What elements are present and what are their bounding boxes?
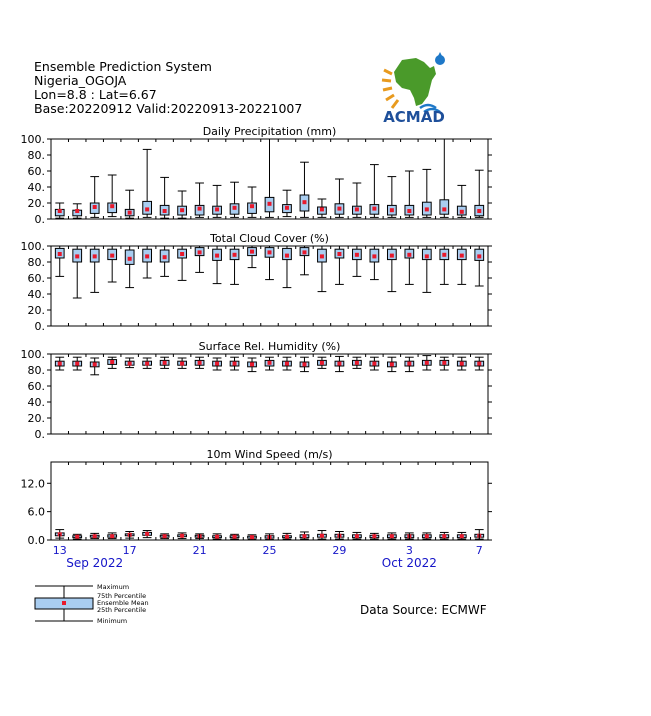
mean-marker <box>302 250 306 254</box>
x-tick-label: 25 <box>262 544 277 557</box>
mean-marker <box>407 253 411 257</box>
month-label: Sep 2022 <box>66 556 124 570</box>
y-tick-label: 80. <box>27 149 45 162</box>
mean-marker <box>215 254 219 258</box>
y-tick-label: 0. <box>34 213 45 226</box>
mean-marker <box>285 254 289 258</box>
mean-marker <box>390 362 394 366</box>
mean-marker <box>58 209 62 213</box>
y-tick-label: 0.0 <box>27 534 45 547</box>
mean-marker <box>407 362 411 366</box>
panel-title: Total Cloud Cover (%) <box>210 232 329 245</box>
mean-marker <box>285 535 289 539</box>
mean-marker <box>145 362 149 366</box>
y-tick-label: 60. <box>27 272 45 285</box>
x-tick-label: 21 <box>192 544 207 557</box>
header-title: Ensemble Prediction System <box>34 59 212 74</box>
mean-marker <box>145 207 149 211</box>
mean-marker <box>320 534 324 538</box>
panel-title: 10m Wind Speed (m/s) <box>206 448 333 461</box>
y-tick-label: 100. <box>20 133 45 146</box>
mean-marker <box>58 362 62 366</box>
mean-marker <box>163 361 167 365</box>
mean-marker <box>75 535 79 539</box>
mean-marker <box>337 362 341 366</box>
y-tick-label: 40. <box>27 396 45 409</box>
x-tick-label: 7 <box>475 544 483 557</box>
mean-marker <box>355 253 359 257</box>
mean-marker <box>355 534 359 538</box>
mean-marker <box>372 534 376 538</box>
mean-marker <box>75 254 79 258</box>
mean-marker <box>180 252 184 256</box>
legend-maximum: Maximum <box>97 583 130 591</box>
mean-marker <box>390 254 394 258</box>
mean-marker <box>425 361 429 365</box>
y-tick-label: 80. <box>27 364 45 377</box>
y-tick-label: 20. <box>27 304 45 317</box>
panel-title: Surface Rel. Humidity (%) <box>198 340 341 353</box>
mean-marker <box>180 534 184 538</box>
mean-marker <box>250 204 254 208</box>
mean-marker <box>233 362 237 366</box>
mean-marker <box>93 205 97 209</box>
y-tick-label: 20. <box>27 412 45 425</box>
mean-marker <box>215 362 219 366</box>
mean-marker <box>425 207 429 211</box>
mean-marker <box>477 209 481 213</box>
mean-marker <box>268 361 272 365</box>
mean-marker <box>128 257 132 261</box>
mean-marker <box>425 254 429 258</box>
panel-title: Daily Precipitation (mm) <box>202 125 337 138</box>
y-tick-label: 6.0 <box>27 505 45 519</box>
mean-marker <box>198 207 202 211</box>
mean-marker <box>128 362 132 366</box>
mean-marker <box>302 200 306 204</box>
chart-legend <box>33 583 173 627</box>
mean-marker <box>337 207 341 211</box>
mean-marker <box>75 209 79 213</box>
x-tick-label: 17 <box>122 544 137 557</box>
y-tick-label: 100. <box>20 240 45 253</box>
mean-marker <box>477 362 481 366</box>
y-tick-label: 12.0 <box>20 477 45 491</box>
logo-text: ACMAD <box>383 108 445 126</box>
y-tick-label: 20. <box>27 197 45 210</box>
mean-marker <box>460 210 464 214</box>
mean-marker <box>460 534 464 538</box>
mean-marker <box>215 207 219 211</box>
mean-marker <box>93 254 97 258</box>
mean-marker <box>180 208 184 212</box>
mean-marker <box>110 254 114 258</box>
mean-marker <box>407 209 411 213</box>
mean-marker <box>198 361 202 365</box>
mean-marker <box>163 209 167 213</box>
mean-marker <box>93 362 97 366</box>
mean-marker <box>250 250 254 254</box>
mean-marker <box>390 208 394 212</box>
mean-marker <box>355 207 359 211</box>
mean-marker <box>128 211 132 215</box>
mean-marker <box>233 535 237 539</box>
mean-marker <box>320 361 324 365</box>
mean-marker <box>110 204 114 208</box>
legend-mean: Ensemble Mean <box>97 599 149 607</box>
mean-marker <box>180 362 184 366</box>
mean-marker <box>320 254 324 258</box>
month-label: Oct 2022 <box>381 556 437 570</box>
y-tick-label: 40. <box>27 288 45 301</box>
y-tick-label: 40. <box>27 181 45 194</box>
mean-marker <box>233 206 237 210</box>
header-dates: Base:20220912 Valid:20220913-20221007 <box>34 101 303 116</box>
mean-marker <box>372 254 376 258</box>
mean-marker <box>268 250 272 254</box>
header-location: Nigeria_OGOJA <box>34 73 127 88</box>
mean-marker <box>285 206 289 210</box>
mean-marker <box>337 252 341 256</box>
mean-marker <box>442 253 446 257</box>
mean-marker <box>460 254 464 258</box>
mean-marker <box>442 534 446 538</box>
x-tick-label: 29 <box>332 544 347 557</box>
mean-marker <box>58 252 62 256</box>
mean-marker <box>145 254 149 258</box>
panel-frame <box>51 462 488 540</box>
mean-marker <box>302 534 306 538</box>
mean-marker <box>163 255 167 259</box>
mean-marker <box>233 253 237 257</box>
mean-marker <box>285 362 289 366</box>
x-tick-label: 13 <box>52 544 67 557</box>
iqr-box <box>440 200 449 214</box>
y-tick-label: 0. <box>34 428 45 441</box>
y-tick-label: 60. <box>27 380 45 393</box>
mean-marker <box>215 535 219 539</box>
legend-mean-marker <box>62 601 66 605</box>
mean-marker <box>110 360 114 364</box>
mean-marker <box>425 534 429 538</box>
legend-minimum: Minimum <box>97 617 128 625</box>
mean-marker <box>372 207 376 211</box>
mean-marker <box>390 534 394 538</box>
mean-marker <box>145 532 149 536</box>
y-tick-label: 100. <box>20 348 45 361</box>
mean-marker <box>320 207 324 211</box>
mean-marker <box>302 362 306 366</box>
mean-marker <box>75 362 79 366</box>
mean-marker <box>442 207 446 211</box>
mean-marker <box>355 361 359 365</box>
mean-marker <box>110 534 114 538</box>
mean-marker <box>442 361 446 365</box>
legend-p25: 25th Percentile <box>97 606 147 614</box>
x-tick-label: 3 <box>405 544 413 557</box>
mean-marker <box>250 362 254 366</box>
mean-marker <box>268 202 272 206</box>
mean-marker <box>163 534 167 538</box>
mean-marker <box>198 250 202 254</box>
legend-p75: 75th Percentile <box>97 592 147 600</box>
mean-marker <box>93 534 97 538</box>
mean-marker <box>460 362 464 366</box>
header-coordinates: Lon=8.8 : Lat=6.67 <box>34 87 157 102</box>
mean-marker <box>250 535 254 539</box>
data-source: Data Source: ECMWF <box>360 603 487 617</box>
mean-marker <box>372 362 376 366</box>
y-tick-label: 60. <box>27 165 45 178</box>
mean-marker <box>477 254 481 258</box>
y-tick-label: 80. <box>27 256 45 269</box>
y-tick-label: 0. <box>34 320 45 333</box>
